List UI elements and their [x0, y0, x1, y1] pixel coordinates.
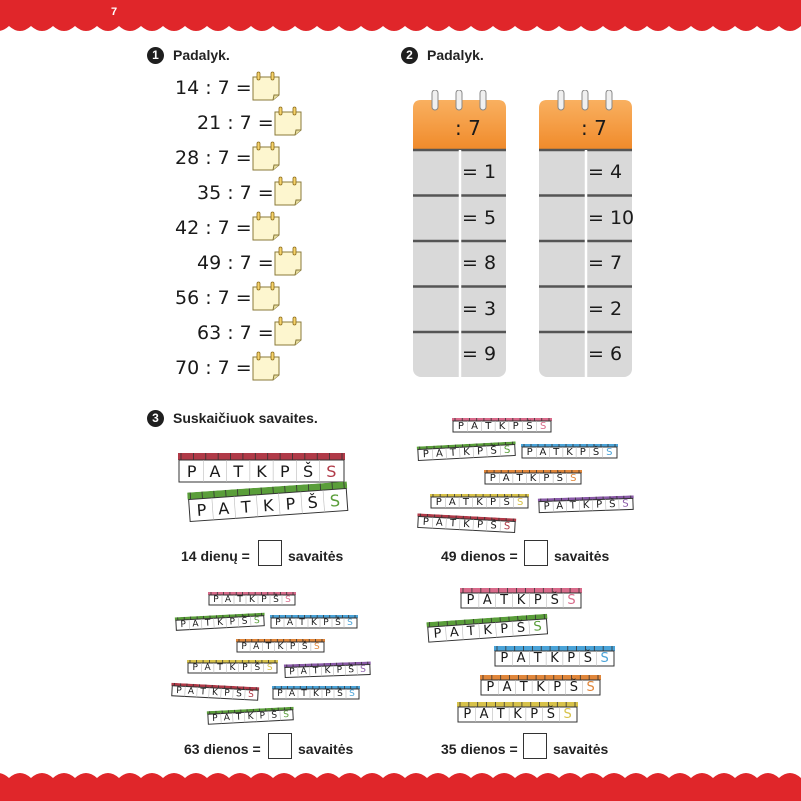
weekday-letter: S: [326, 462, 337, 481]
weekday-letter: Š: [608, 498, 616, 511]
weekday-letter: Š: [348, 665, 355, 676]
division-expression: 14 : 7 =: [175, 77, 252, 99]
weeks-answer-box[interactable]: [268, 733, 292, 759]
week-strip: [494, 646, 615, 667]
division-expression: 70 : 7 =: [175, 357, 252, 379]
weekday-letter: S: [600, 651, 609, 666]
week-strip: [272, 686, 360, 700]
weekday-letter: K: [324, 665, 331, 677]
weekday-letter: K: [462, 518, 470, 531]
bottom-wavy-band: [0, 770, 801, 801]
calendar-answer-cell[interactable]: [415, 244, 458, 284]
weekday-letter: S: [517, 497, 524, 508]
weekday-letter: P: [259, 711, 266, 722]
page-number: 7: [111, 6, 118, 18]
weekday-letter: P: [213, 595, 219, 605]
weekday-letter: P: [433, 626, 443, 642]
week-strip: [460, 588, 582, 609]
week-strip: [417, 441, 517, 461]
days-label: 63 dienos =: [184, 741, 261, 757]
calendar-result: = 2: [588, 297, 623, 320]
weekday-letter: T: [553, 447, 560, 458]
week-strip: [208, 592, 296, 606]
weekday-letter: P: [196, 500, 208, 520]
week-strip: [187, 481, 349, 522]
weekday-letter: S: [570, 473, 577, 484]
weekday-letter: Š: [490, 520, 497, 532]
calendar-answer-cell[interactable]: [541, 153, 584, 193]
weekday-letter: Š: [335, 618, 341, 628]
weekday-letter: A: [288, 689, 296, 699]
weekday-letter: K: [482, 622, 493, 639]
weekday-letter: P: [275, 618, 281, 628]
weekday-letter: A: [471, 421, 478, 432]
week-strip: [236, 639, 325, 653]
weekday-letter: K: [229, 663, 236, 673]
weekday-letter: K: [476, 497, 483, 508]
task1-number-badge: 1: [147, 47, 164, 64]
weekday-letter: P: [229, 617, 236, 628]
weekday-letter: T: [462, 497, 469, 508]
calendar-result: = 4: [588, 161, 623, 183]
weekday-letter: K: [311, 618, 317, 628]
weekday-letter: T: [265, 642, 272, 652]
weekday-letter: K: [582, 499, 590, 512]
weekday-letter: P: [512, 421, 519, 432]
weekday-letter: P: [186, 462, 197, 481]
task2-number-badge: 2: [401, 47, 418, 64]
weekday-letter: A: [253, 642, 260, 652]
weekday-letter: A: [192, 619, 199, 630]
weekday-letter: P: [176, 685, 182, 697]
weekday-letter: K: [536, 680, 545, 695]
weeks-answer-box[interactable]: [523, 733, 547, 759]
weekday-letter: S: [349, 689, 355, 699]
calendar-divisor: : 7: [581, 116, 607, 140]
weekday-letter: P: [192, 663, 198, 673]
division-expression: 21 : 7 =: [197, 112, 274, 134]
weekday-letter: Š: [235, 689, 243, 700]
weekday-letter: T: [299, 618, 305, 628]
weekday-letter: T: [496, 707, 505, 722]
weekday-letter: P: [277, 689, 283, 699]
weekday-letter: A: [479, 707, 489, 722]
top-wavy-band: [0, 0, 801, 34]
weekday-letter: T: [240, 497, 252, 517]
weekday-letter: S: [606, 447, 613, 458]
weekday-letter: P: [241, 642, 247, 652]
weekday-letter: T: [500, 593, 509, 608]
weekday-letter: Š: [526, 421, 533, 432]
calendar-result: = 9: [462, 343, 497, 365]
answer-note-box[interactable]: [273, 316, 303, 346]
calendar-result: = 1: [462, 161, 497, 183]
weekday-letter: A: [502, 473, 510, 484]
answer-note-box[interactable]: [273, 176, 303, 206]
calendar-result: = 3: [462, 297, 497, 320]
weekday-letter: K: [277, 642, 284, 652]
weekday-letter: K: [313, 689, 319, 699]
weekday-letter: Š: [583, 651, 593, 666]
weeks-answer-box[interactable]: [258, 540, 282, 566]
weekday-letter: K: [516, 593, 526, 608]
weekday-letter: P: [476, 446, 484, 458]
weekday-letter: A: [449, 625, 460, 641]
weekday-letter: A: [556, 500, 564, 513]
weekday-letter: Š: [516, 620, 526, 636]
weekday-letter: T: [233, 462, 244, 481]
weekday-letter: T: [199, 687, 206, 698]
weekday-letter: Š: [556, 473, 564, 484]
answer-note-box[interactable]: [251, 141, 281, 171]
week-strip: [426, 614, 548, 643]
weekday-letter: S: [539, 421, 547, 432]
calendar-answer-cell[interactable]: [541, 199, 584, 239]
weekday-letter: P: [486, 680, 495, 695]
calendar-result: = 5: [462, 206, 497, 229]
weekday-letter: K: [462, 446, 471, 459]
calendar-answer-cell[interactable]: [415, 153, 458, 193]
weekday-letter: Š: [241, 616, 248, 627]
weekday-letter: K: [513, 707, 522, 722]
week-strip: [430, 494, 529, 509]
weekday-letter: T: [516, 473, 523, 484]
weekday-letter: K: [550, 651, 559, 666]
weekday-letter: K: [256, 462, 267, 481]
calendar-answer-cell[interactable]: [541, 335, 584, 375]
week-strip: [521, 444, 618, 459]
weekday-letter: K: [529, 473, 537, 484]
weekday-letter: P: [223, 688, 230, 699]
weekday-letter: S: [247, 689, 255, 701]
week-strip: [484, 470, 582, 485]
weekday-letter: P: [422, 448, 430, 461]
weekday-letter: A: [209, 462, 221, 481]
calendar-result: = 6: [588, 343, 623, 365]
weekday-letter: A: [502, 680, 512, 695]
weekday-letter: P: [499, 621, 509, 638]
weekday-letter: P: [289, 642, 296, 652]
weekday-letter: S: [360, 664, 367, 675]
weekday-letter: T: [312, 666, 319, 677]
weekday-letter: P: [526, 447, 533, 458]
weekday-letter: P: [336, 665, 343, 676]
division-expression: 35 : 7 =: [197, 182, 274, 204]
answer-note-box[interactable]: [273, 106, 303, 136]
weekday-letter: K: [249, 595, 255, 605]
answer-note-box[interactable]: [251, 281, 281, 311]
days-label: 14 dienų =: [181, 548, 250, 564]
weekday-letter: Š: [592, 447, 600, 458]
week-strip: [480, 675, 601, 696]
weeks-answer-box[interactable]: [524, 540, 548, 566]
weekday-letter: S: [503, 444, 511, 457]
weekday-letter: Š: [546, 707, 556, 722]
weekday-letter: S: [567, 593, 576, 608]
weekday-letter: P: [543, 501, 550, 513]
weekday-letter: A: [286, 618, 294, 628]
weekday-letter: T: [449, 447, 457, 459]
weekday-letter: Š: [503, 497, 510, 508]
weekday-letter: P: [490, 497, 497, 508]
weekday-letter: S: [503, 520, 511, 533]
weekday-letter: S: [563, 707, 572, 722]
calendar-answer-cell[interactable]: [415, 199, 458, 239]
weekday-letter: T: [237, 595, 243, 605]
weekday-letter: K: [216, 617, 224, 629]
weekday-letter: S: [314, 642, 320, 652]
weekday-letter: A: [224, 595, 232, 605]
calendar-result: = 7: [588, 252, 623, 274]
weekday-letter: Š: [306, 492, 319, 513]
week-strip: [178, 453, 345, 483]
weekday-letter: T: [569, 500, 577, 512]
week-strip: [452, 418, 552, 433]
task2-instruction: Padalyk.: [427, 47, 484, 63]
weekday-letter: A: [217, 498, 230, 519]
weekday-letter: P: [595, 499, 603, 511]
weekday-letter: P: [463, 707, 472, 722]
task3-number-badge: 3: [147, 410, 164, 427]
weekday-letter: A: [448, 497, 456, 508]
weekday-letter: S: [253, 615, 260, 627]
week-strip: [175, 613, 266, 632]
weekday-letter: P: [466, 593, 475, 608]
weekday-letter: Š: [271, 710, 278, 721]
weeks-unit-label: savaitės: [553, 741, 609, 757]
weekday-letter: P: [457, 421, 464, 432]
division-expression: 42 : 7 =: [175, 217, 252, 239]
weekday-letter: P: [476, 519, 484, 531]
weekday-letter: Š: [302, 462, 314, 481]
week-strip: [270, 615, 358, 629]
weekday-letter: Š: [490, 445, 498, 457]
weekday-letter: S: [622, 498, 629, 510]
weekday-letter: S: [329, 490, 341, 511]
division-expression: 56 : 7 =: [175, 287, 252, 309]
weekday-letter: T: [204, 618, 211, 629]
weekday-letter: P: [289, 667, 295, 678]
division-expression: 49 : 7 =: [197, 252, 274, 274]
weekday-letter: P: [422, 516, 430, 529]
weekday-letter: P: [212, 713, 218, 724]
weekday-letter: P: [543, 473, 550, 484]
weekday-letter: P: [553, 680, 562, 695]
weekday-letter: P: [530, 707, 539, 722]
weekday-letter: A: [482, 593, 492, 608]
weekday-letter: A: [435, 517, 444, 529]
week-strip: [417, 513, 517, 533]
weekday-letter: P: [180, 619, 187, 631]
weekday-letter: P: [567, 651, 576, 666]
weekday-letter: A: [435, 448, 444, 460]
answer-note-box[interactable]: [251, 211, 281, 241]
weekday-letter: T: [301, 689, 307, 699]
weekday-letter: K: [498, 421, 506, 432]
weekday-letter: Š: [337, 689, 343, 699]
weekday-letter: Š: [254, 663, 261, 673]
weekday-letter: K: [566, 447, 573, 458]
weekday-letter: S: [285, 595, 291, 605]
calendar-answer-cell[interactable]: [541, 290, 584, 330]
weekday-letter: S: [266, 663, 273, 673]
weekday-letter: T: [533, 651, 542, 666]
weekday-letter: S: [347, 618, 353, 628]
weekday-letter: P: [279, 462, 290, 481]
weekday-letter: P: [325, 689, 331, 699]
weekday-letter: A: [539, 447, 547, 458]
weekday-letter: K: [262, 495, 275, 516]
weekday-letter: K: [247, 711, 254, 723]
weekday-letter: P: [261, 595, 267, 605]
week-strip: [457, 702, 578, 723]
weekday-letter: P: [489, 473, 496, 484]
weeks-unit-label: savaitės: [298, 741, 354, 757]
calendar-answer-cell[interactable]: [541, 244, 584, 284]
days-label: 35 dienos =: [441, 741, 518, 757]
answer-note-box[interactable]: [251, 351, 281, 381]
weekday-letter: P: [500, 651, 509, 666]
calendar-answer-cell[interactable]: [415, 335, 458, 375]
weekday-letter: A: [187, 686, 195, 697]
weekday-letter: S: [282, 709, 290, 721]
answer-note-box[interactable]: [273, 246, 303, 276]
division-expression: 63 : 7 =: [197, 322, 274, 344]
weekday-letter: T: [217, 663, 223, 673]
weekday-letter: P: [242, 663, 248, 673]
division-expression: 28 : 7 =: [175, 147, 252, 169]
week-strip: [284, 661, 371, 678]
calendar-answer-cell[interactable]: [415, 290, 458, 330]
weekday-letter: K: [211, 687, 219, 699]
task1-instruction: Padalyk.: [173, 47, 230, 63]
answer-note-box[interactable]: [251, 71, 281, 101]
weekday-letter: P: [284, 494, 296, 514]
week-strip: [538, 495, 634, 513]
calendar-result: = 10: [588, 206, 635, 229]
weekday-letter: T: [235, 712, 242, 723]
weekday-letter: Š: [569, 680, 579, 695]
weekday-letter: Š: [550, 593, 559, 608]
weekday-letter: T: [466, 623, 476, 640]
weekday-letter: A: [300, 666, 308, 677]
week-strip: [207, 707, 295, 726]
weeks-unit-label: savaitės: [554, 548, 610, 564]
weekday-letter: T: [519, 680, 528, 695]
weekday-letter: A: [516, 651, 526, 666]
weekday-letter: P: [323, 618, 329, 628]
week-strip: [187, 660, 278, 674]
task3-instruction: Suskaičiuok savaites.: [173, 410, 318, 426]
weekday-letter: Š: [273, 595, 279, 605]
weekday-letter: P: [435, 497, 442, 508]
weekday-letter: A: [204, 663, 211, 673]
weekday-letter: T: [449, 518, 457, 530]
weeks-unit-label: savaitės: [288, 548, 344, 564]
weekday-letter: P: [533, 593, 542, 608]
weekday-letter: S: [533, 619, 543, 635]
weekday-letter: A: [223, 713, 231, 724]
calendar-result: = 8: [462, 252, 497, 274]
days-label: 49 dienos =: [441, 548, 518, 564]
weekday-letter: S: [586, 680, 595, 695]
weekday-letter: T: [485, 421, 492, 432]
calendar-divisor: : 7: [455, 116, 481, 140]
week-strip: [171, 683, 260, 702]
weekday-letter: Š: [301, 642, 308, 652]
weekday-letter: P: [579, 447, 586, 458]
